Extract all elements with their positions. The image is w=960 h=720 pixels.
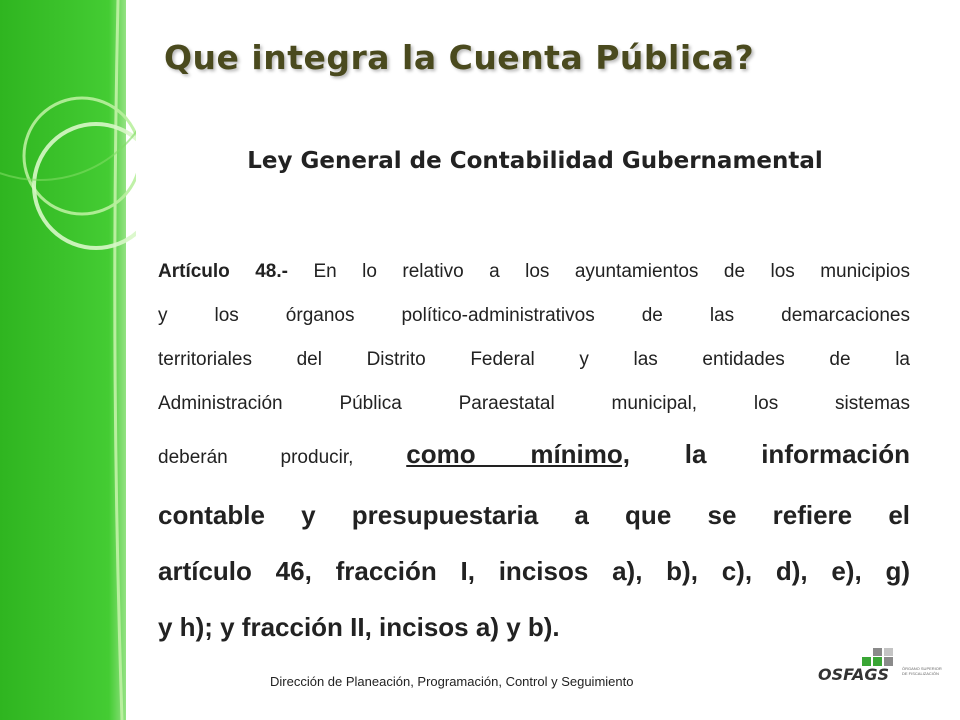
text-line-4: Administración Pública Paraestatal municipal, los sistemas (158, 393, 910, 414)
emphasis-underlined: como mínimo, (406, 439, 631, 469)
slide-subtitle: Ley General de Contabilidad Gubernamental (247, 148, 823, 174)
text-line-1-rest: En lo relativo a los ayuntamientos de los municipios (287, 261, 910, 282)
side-decoration (0, 0, 136, 720)
bold-line-3: y h); y fracción II, incisos a) y b). (158, 612, 560, 642)
slide-title: Que integra la Cuenta Pública? (164, 38, 755, 77)
text-line-3: territoriales del Distrito Federal y las entidades de la (158, 349, 910, 370)
logo-name: OSFAGS (818, 665, 890, 684)
footer-text: Dirección de Planeación, Programación, Control y Seguimiento (270, 674, 634, 689)
osfags-logo (818, 648, 942, 700)
logo-small-text: ÓRGANO SUPERIOR DE FISCALIZACIÓN (902, 666, 942, 676)
text-line-5-start: deberán producir, (158, 447, 407, 468)
text-line-1 (158, 250, 910, 294)
emphasis-rest: la información (630, 439, 910, 469)
text-line-5 (158, 426, 910, 487)
article-lead: Artículo 48.- (158, 261, 288, 282)
bold-line-2: artículo 46, fracción I, incisos a), b), c), d), e), g) (158, 556, 910, 586)
article-text (158, 250, 910, 655)
bold-line-1: contable y presupuestaria a que se refiere el (158, 500, 910, 530)
text-line-2: y los órganos político-administrativos de las demarcaciones (158, 305, 910, 326)
